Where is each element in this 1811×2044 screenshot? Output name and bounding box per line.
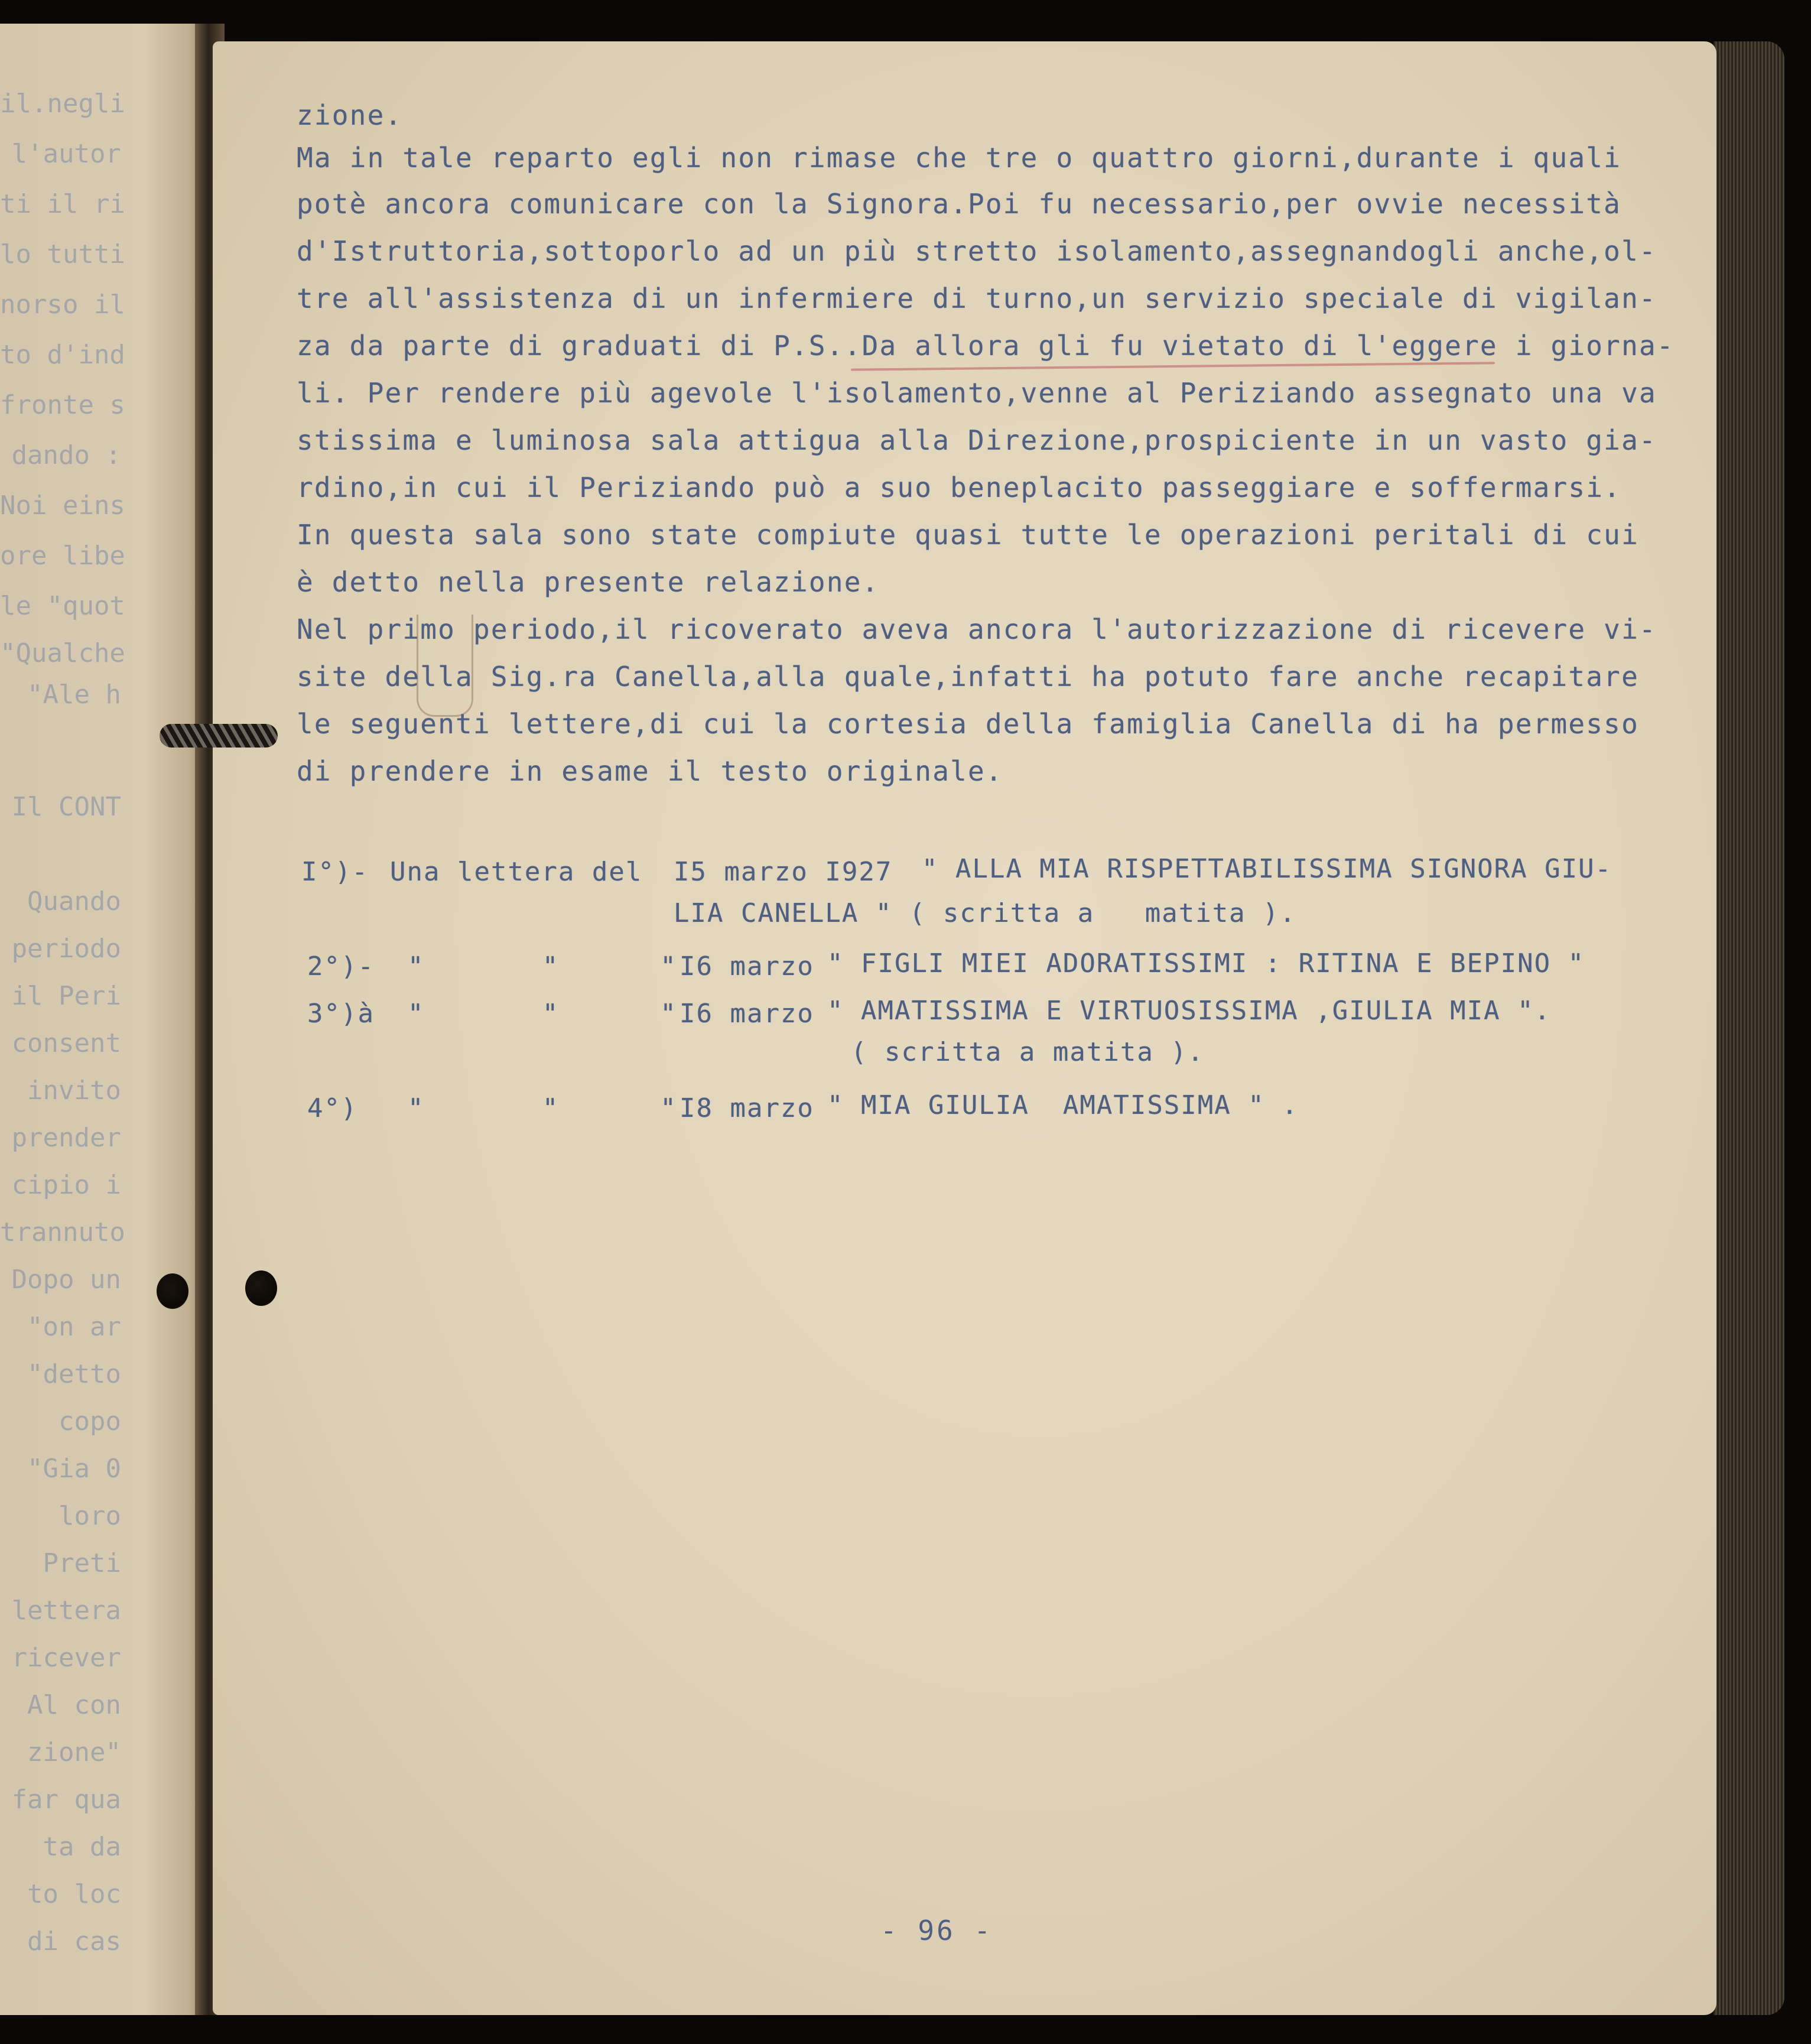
letter-number: I°)- — [301, 857, 369, 887]
body-line: rdino,in cui il Periziando può a suo beneplacito passeggiare e soffermarsi. — [297, 472, 1622, 503]
body-line: potè ancora comunicare con la Signora.Poi fu necessario,per ovvie necessità — [297, 188, 1622, 220]
body-line: zione. — [297, 99, 403, 131]
left-page-fragment: ti il ri — [0, 189, 125, 219]
body-line: Ma in tale reparto egli non rimase che tre o quattro giorni,durante i quali — [297, 142, 1622, 174]
left-page-fragment: Preti — [43, 1548, 121, 1578]
body-line: site della Sig.ra Canella,alla quale,infatti ha potuto fare anche recapitare — [297, 661, 1639, 693]
left-page-fragment: fronte s — [0, 390, 125, 420]
letter-title: " ALLA MIA RISPETTABILISSIMA SIGNORA GIU- — [922, 854, 1612, 884]
left-page-fragment: norso il — [0, 290, 125, 320]
left-page-fragment: copo — [58, 1406, 121, 1437]
left-page-fragment: lo tutti — [0, 239, 125, 269]
left-page-fragment: ta da — [43, 1832, 121, 1862]
letter-continuation: ( scritta a matita ). — [851, 1037, 1205, 1067]
punch-hole-left — [157, 1273, 188, 1309]
left-page-fragment: to loc — [27, 1879, 121, 1909]
left-page-fragment: to d'ind — [0, 340, 125, 370]
body-line: le seguenti lettere,di cui la cortesia della famiglia Canella di ha permesso — [297, 708, 1639, 740]
body-line: za da parte di graduati di P.S..Da allora gli fu vietato di l'eggere i giorna- — [297, 330, 1675, 362]
letter-date: I6 marzo — [679, 999, 814, 1029]
page-number: - 96 - — [880, 1915, 993, 1946]
body-line: Nel primo periodo,il ricoverato aveva ancora l'autorizzazione di ricevere vi- — [297, 613, 1657, 645]
left-page-fragment: Dopo un — [11, 1265, 121, 1295]
punch-hole-right — [245, 1270, 277, 1306]
letter-prefix: " " " — [408, 1093, 677, 1123]
body-line: tre all'assistenza di un infermiere di turno,un servizio speciale di vigilan- — [297, 282, 1657, 314]
letter-prefix: " " " — [408, 951, 677, 982]
letter-date: I8 marzo — [679, 1093, 814, 1123]
letter-number: 3°)à — [307, 999, 375, 1029]
body-line: d'Istruttoria,sottoporlo ad un più stretto isolamento,assegnandogli anche,ol- — [297, 235, 1657, 267]
page-stack-edge — [1714, 41, 1784, 2015]
letter-title: " MIA GIULIA AMATISSIMA " . — [827, 1090, 1299, 1120]
body-line: li. Per rendere più agevole l'isolamento,venne al Periziando assegnato una va — [297, 377, 1657, 409]
left-page-fragment: Il CONT — [11, 792, 121, 822]
left-page-fragment: Al con — [27, 1690, 121, 1720]
left-page-fragment: le "quot — [0, 591, 125, 621]
left-page-fragment: cipio i — [11, 1170, 121, 1200]
left-page-fragment: Quando — [27, 886, 121, 917]
left-page-fragment: periodo — [11, 934, 121, 964]
letter-title: " AMATISSIMA E VIRTUOSISSIMA ,GIULIA MIA ". — [827, 996, 1552, 1026]
left-page-fragment: l'autor — [11, 139, 121, 169]
body-line: In questa sala sono state compiute quasi tutte le operazioni peritali di cui — [297, 519, 1639, 551]
body-line: stissima e luminosa sala attigua alla Direzione,prospiciente in un vasto gia- — [297, 424, 1657, 456]
left-page-fragment: lettera — [11, 1595, 121, 1626]
letter-number: 4°) — [307, 1093, 358, 1123]
letter-date: I5 marzo I927 — [674, 857, 893, 887]
left-page-fragment: far qua — [11, 1785, 121, 1815]
left-page-fragment: prender — [11, 1123, 121, 1153]
left-page-fragment: invito — [27, 1075, 121, 1106]
left-facing-page — [0, 24, 207, 2015]
letter-title: " FIGLI MIEI ADORATISSIMI : RITINA E BEPINO " — [827, 948, 1585, 979]
left-page-fragment: loro — [58, 1501, 121, 1531]
left-page-fragment: "Ale h — [27, 680, 121, 710]
left-page-fragment: dando : — [11, 440, 121, 470]
left-page-fragment: trannuto — [0, 1217, 125, 1247]
body-line: di prendere in esame il testo originale. — [297, 755, 1003, 787]
letter-date: I6 marzo — [679, 951, 814, 982]
letter-prefix: " " " — [408, 999, 677, 1029]
left-page-fragment: consent — [11, 1028, 121, 1058]
letter-continuation: LIA CANELLA " ( scritta a matita ). — [674, 898, 1297, 928]
left-page-fragment: il.negli — [0, 89, 125, 119]
letter-number: 2°)- — [307, 951, 375, 982]
letter-prefix: Una lettera del — [390, 857, 643, 887]
left-page-fragment: di cas — [27, 1926, 121, 1957]
body-line: è detto nella presente relazione. — [297, 566, 880, 598]
left-page-fragment: ore libe — [0, 541, 125, 571]
left-page-fragment: "Qualche — [0, 638, 125, 668]
left-page-fragment: ricever — [11, 1643, 121, 1673]
left-page-fragment: Noi eins — [0, 490, 125, 521]
left-page-fragment: "detto — [27, 1359, 121, 1389]
left-page-fragment: il Peri — [11, 981, 121, 1011]
left-page-fragment: zione" — [27, 1737, 121, 1767]
left-page-fragment: "on ar — [27, 1312, 121, 1342]
left-page-fragment: "Gia 0 — [27, 1454, 121, 1484]
